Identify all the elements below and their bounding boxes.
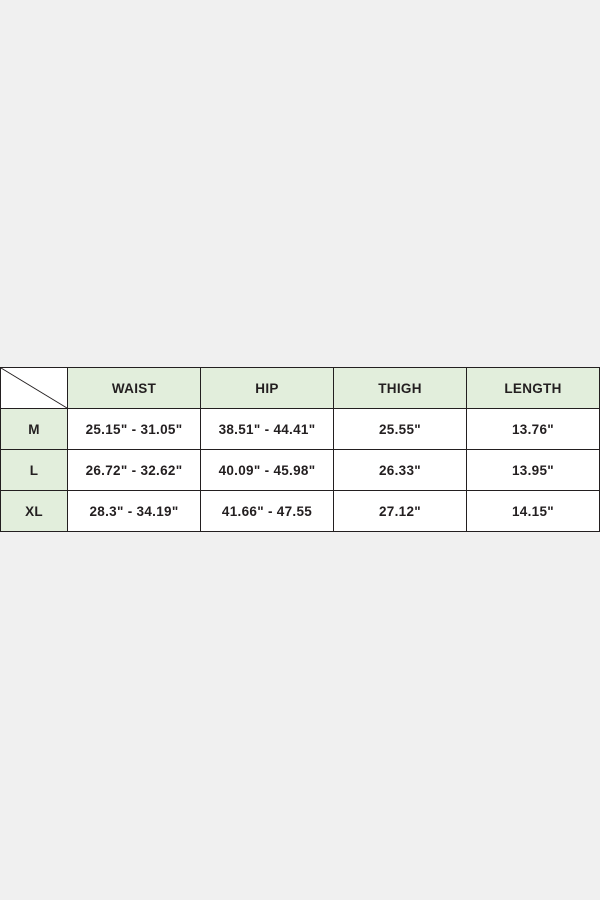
cell-length: 14.15" [467,491,600,532]
diagonal-line-icon [1,368,67,408]
size-chart-header [1,368,600,409]
cell-hip: 40.09" - 45.98" [201,450,334,491]
cell-hip: 41.66" - 47.55 [201,491,334,532]
cell-waist: 28.3" - 34.19" [68,491,201,532]
row-header-size: XL [1,491,68,532]
table-row [1,450,600,491]
cell-length: 13.76" [467,409,600,450]
column-header-length: LENGTH [467,368,600,409]
cell-waist: 25.15" - 31.05" [68,409,201,450]
column-header-thigh: THIGH [334,368,467,409]
cell-hip: 38.51" - 44.41" [201,409,334,450]
size-chart-container [0,367,600,532]
row-header-size: L [1,450,68,491]
cell-length: 13.95" [467,450,600,491]
column-header-waist: WAIST [68,368,201,409]
table-row [1,491,600,532]
cell-thigh: 27.12" [334,491,467,532]
cell-thigh: 26.33" [334,450,467,491]
corner-diagonal-cell [1,368,68,409]
size-chart-body [1,409,600,532]
header-row [1,368,600,409]
table-row [1,409,600,450]
cell-waist: 26.72" - 32.62" [68,450,201,491]
size-chart-table [0,367,600,532]
row-header-size: M [1,409,68,450]
column-header-hip: HIP [201,368,334,409]
cell-thigh: 25.55" [334,409,467,450]
